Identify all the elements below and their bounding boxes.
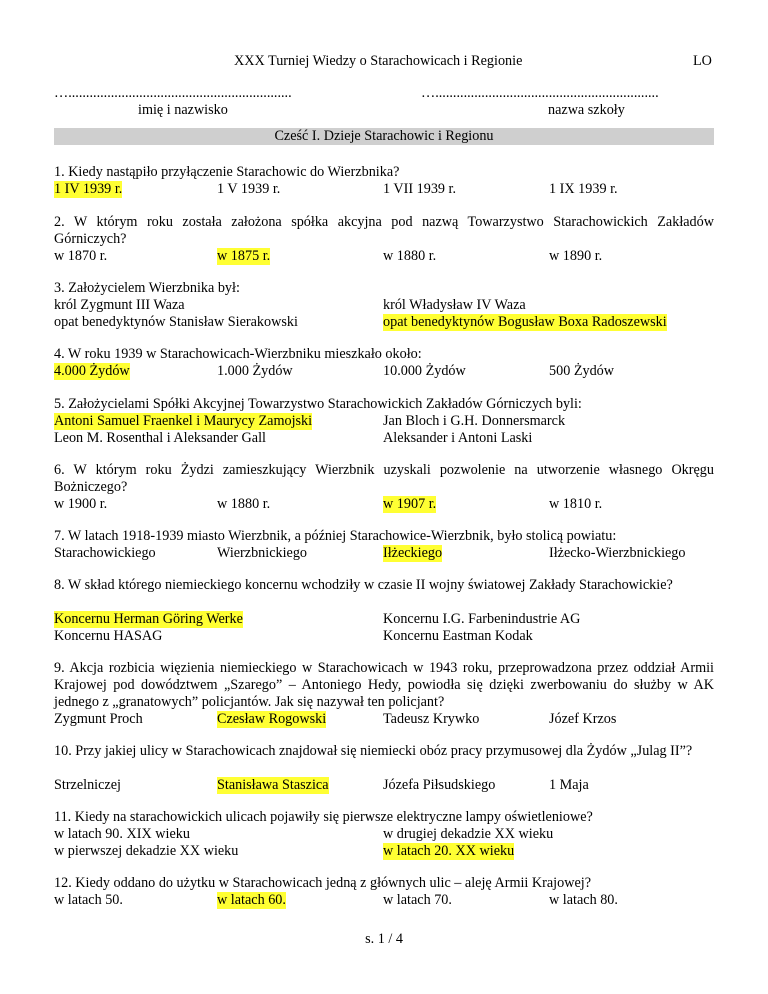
answer-7d[interactable]: Iłżecko-Wierzbnickiego [549, 545, 686, 561]
answer-7b[interactable]: Wierzbnickiego [217, 545, 308, 561]
question-10: 10. Przy jakiej ulicy w Starachowicach znajdował się niemiecki obóz pracy przymusowej dla Żydów „Julag II”? [54, 743, 693, 759]
answer-6c[interactable]: w 1907 r. [383, 496, 437, 512]
name-fill-line[interactable]: …............................................................... [54, 85, 292, 101]
question-6: 6. W którym roku Żydzi zamieszkujący Wierzbnik uzyskali pozwolenie na utworzenie własnego Okręgu Bożniczego? [54, 462, 714, 495]
answer-3b[interactable]: król Władysław IV Waza [383, 297, 526, 313]
answer-2c[interactable]: w 1880 r. [383, 248, 437, 264]
level-label: LO [693, 53, 712, 69]
school-label: nazwa szkoły [548, 102, 625, 118]
answer-5b[interactable]: Jan Bloch i G.H. Donnersmarck [383, 413, 566, 429]
answer-10a[interactable]: Strzelniczej [54, 777, 121, 793]
answer-7c[interactable]: Iłżeckiego [383, 545, 443, 561]
answer-8c[interactable]: Koncernu HASAG [54, 628, 163, 644]
test-title: XXX Turniej Wiedzy o Starachowicach i Regionie [234, 53, 523, 69]
question-3: 3. Założycielem Wierzbnika był: [54, 280, 240, 296]
answer-4a[interactable]: 4.000 Żydów [54, 363, 130, 379]
answer-8b[interactable]: Koncernu I.G. Farbenindustrie AG [383, 611, 581, 627]
answer-2b[interactable]: w 1875 r. [217, 248, 271, 264]
answer-2a[interactable]: w 1870 r. [54, 248, 108, 264]
school-fill-line[interactable]: …............................................................... [421, 85, 659, 101]
question-12: 12. Kiedy oddano do użytku w Starachowicach jedną z głównych ulic – aleję Armii Krajowej? [54, 875, 591, 891]
answer-8a[interactable]: Koncernu Herman Göring Werke [54, 611, 243, 627]
answer-4c[interactable]: 10.000 Żydów [383, 363, 466, 379]
answer-6d[interactable]: w 1810 r. [549, 496, 603, 512]
answer-1b[interactable]: 1 V 1939 r. [217, 181, 281, 197]
answer-4d[interactable]: 500 Żydów [549, 363, 615, 379]
section-title: Cześć I. Dzieje Starachowic i Regionu [274, 128, 494, 144]
answer-10b[interactable]: Stanisława Staszica [217, 777, 329, 793]
answer-12c[interactable]: w latach 70. [383, 892, 452, 908]
answer-9a[interactable]: Zygmunt Proch [54, 711, 143, 727]
answer-1c[interactable]: 1 VII 1939 r. [383, 181, 457, 197]
answer-5a[interactable]: Antoni Samuel Fraenkel i Maurycy Zamojski [54, 413, 313, 429]
question-9: 9. Akcja rozbicia więzienia niemieckiego w Starachowicach w 1943 roku, przeprowadzona przez oddział Armii Krajowej pod dowództwem „Szarego” – Antoniego Hedy, powiodła się dzięki zwerbowaniu do służby w AK jednego z „granatowych” policjantów. Jak się nazywał ten policjant? [54, 660, 714, 710]
answer-5c[interactable]: Leon M. Rosenthal i Aleksander Gall [54, 430, 266, 446]
answer-1a[interactable]: 1 IV 1939 r. [54, 181, 123, 197]
question-2: 2. W którym roku została założona spółka akcyjna pod nazwą Towarzystwo Starachowickich Zakładów Górniczych? [54, 214, 714, 247]
answer-7a[interactable]: Starachowickiego [54, 545, 156, 561]
answer-3d[interactable]: opat benedyktynów Bogusław Boxa Radoszewski [383, 314, 667, 330]
answer-4b[interactable]: 1.000 Żydów [217, 363, 293, 379]
answer-12a[interactable]: w latach 50. [54, 892, 123, 908]
question-4: 4. W roku 1939 w Starachowicach-Wierzbniku mieszkało około: [54, 346, 422, 362]
answer-3a[interactable]: król Zygmunt III Waza [54, 297, 185, 313]
answer-6b[interactable]: w 1880 r. [217, 496, 271, 512]
answer-11b[interactable]: w drugiej dekadzie XX wieku [383, 826, 554, 842]
answer-12d[interactable]: w latach 80. [549, 892, 618, 908]
question-11: 11. Kiedy na starachowickich ulicach pojawiły się pierwsze elektryczne lampy oświetleniowe? [54, 809, 593, 825]
answer-3c[interactable]: opat benedyktynów Stanisław Sierakowski [54, 314, 298, 330]
answer-11c[interactable]: w pierwszej dekadzie XX wieku [54, 843, 239, 859]
answer-11d[interactable]: w latach 20. XX wieku [383, 843, 515, 859]
answer-1d[interactable]: 1 IX 1939 r. [549, 181, 618, 197]
answer-12b[interactable]: w latach 60. [217, 892, 286, 908]
answer-6a[interactable]: w 1900 r. [54, 496, 108, 512]
answer-5d[interactable]: Aleksander i Antoni Laski [383, 430, 533, 446]
question-5: 5. Założycielami Spółki Akcyjnej Towarzystwo Starachowickich Zakładów Górniczych byli: [54, 396, 582, 412]
answer-9d[interactable]: Józef Krzos [549, 711, 617, 727]
page-number: s. 1 / 4 [365, 931, 403, 947]
answer-8d[interactable]: Koncernu Eastman Kodak [383, 628, 533, 644]
answer-9c[interactable]: Tadeusz Krywko [383, 711, 480, 727]
name-label: imię i nazwisko [138, 102, 228, 118]
question-7: 7. W latach 1918-1939 miasto Wierzbnik, a później Starachowice-Wierzbnik, było stolicą powiatu: [54, 528, 617, 544]
answer-11a[interactable]: w latach 90. XIX wieku [54, 826, 190, 842]
answer-9b[interactable]: Czesław Rogowski [217, 711, 327, 727]
answer-10d[interactable]: 1 Maja [549, 777, 589, 793]
answer-10c[interactable]: Józefa Piłsudskiego [383, 777, 496, 793]
question-8: 8. W skład którego niemieckiego koncernu wchodziły w czasie II wojny światowej Zakłady Starachowickie? [54, 577, 673, 593]
question-1: 1. Kiedy nastąpiło przyłączenie Starachowic do Wierzbnika? [54, 164, 400, 180]
answer-2d[interactable]: w 1890 r. [549, 248, 603, 264]
